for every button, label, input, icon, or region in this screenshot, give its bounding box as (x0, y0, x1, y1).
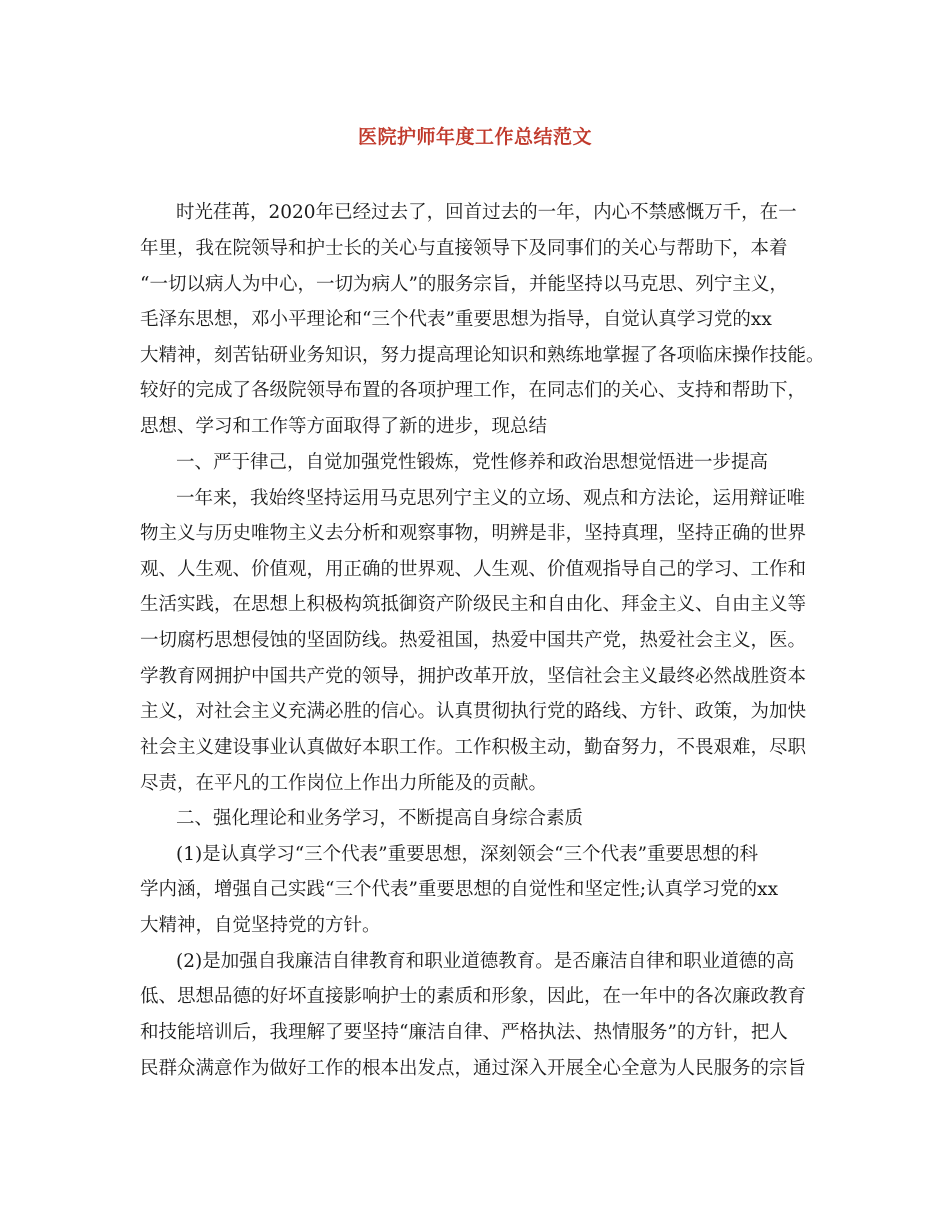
section-heading: 二、强化理论和业务学习，不断提高自身综合素质 (176, 808, 584, 829)
paragraph-line: (2)是加强自我廉洁自律教育和职业道德教育。是否廉洁自律和职业道德的高 (176, 951, 795, 972)
paragraph-line: “一切以病人为中心，一切为病人”的服务宗旨，并能坚持以马克思、列宁主义， (140, 274, 788, 295)
paragraph-line: 思想、学习和工作等方面取得了新的进步，现总结 (140, 416, 548, 437)
section-heading: 一、严于律己，自觉加强党性锻炼，党性修养和政治思想觉悟进一步提高 (176, 452, 769, 473)
paragraph-line: 大精神，刻苦钻研业务知识，努力提高理论知识和熟练地掌握了各项临床操作技能。 (140, 345, 825, 366)
paragraph-line: 学教育网拥护中国共产党的领导，拥护改革开放，坚信社会主义最终必然战胜资本 (140, 666, 807, 687)
paragraph-line: 毛泽东思想，邓小平理论和“三个代表”重要思想为指导，自觉认真学习党的xx (140, 309, 772, 330)
paragraph-line: 尽责，在平凡的工作岗位上作出力所能及的贡献。 (140, 773, 548, 794)
paragraph-line: 观、人生观、价值观，用正确的世界观、人生观、价值观指导自己的学习、工作和 (140, 559, 807, 580)
paragraph-line: 时光荏苒，2020年已经过去了，回首过去的一年，内心不禁感慨万千，在一 (176, 202, 797, 223)
paragraph-line: 一切腐朽思想侵蚀的坚固防线。热爱祖国，热爱中国共产党，热爱社会主义，医。 (140, 630, 807, 651)
document-title: 医院护师年度工作总结范文 (357, 126, 592, 148)
paragraph-line: (1)是认真学习“三个代表”重要思想，深刻领会“三个代表”重要思想的科 (176, 844, 759, 865)
paragraph-line: 低、思想品德的好坏直接影响护士的素质和形象，因此，在一年中的各次廉政教育 (140, 986, 807, 1007)
paragraph-line: 大精神，自觉坚持党的方针。 (140, 915, 381, 936)
paragraph-line: 生活实践，在思想上积极构筑抵御资产阶级民主和自由化、拜金主义、自由主义等 (140, 594, 807, 615)
paragraph-line: 和技能培训后，我理解了要坚持“廉洁自律、严格执法、热情服务”的方针，把人 (140, 1022, 788, 1043)
paragraph-line: 社会主义建设事业认真做好本职工作。工作积极主动，勤奋努力，不畏艰难，尽职 (140, 737, 807, 758)
paragraph-line: 年里，我在院领导和护士长的关心与直接领导下及同事们的关心与帮助下，本着 (140, 238, 788, 259)
paragraph-line: 物主义与历史唯物主义去分析和观察事物，明辨是非，坚持真理，坚持正确的世界 (140, 523, 807, 544)
paragraph-line: 一年来，我始终坚持运用马克思列宁主义的立场、观点和方法论，运用辩证唯 (176, 488, 806, 509)
paragraph-line: 较好的完成了各级院领导布置的各项护理工作，在同志们的关心、支持和帮助下， (140, 380, 807, 401)
paragraph-line: 主义，对社会主义充满必胜的信心。认真贯彻执行党的路线、方针、政策，为加快 (140, 701, 807, 722)
paragraph-line: 民群众满意作为做好工作的根本出发点，通过深入开展全心全意为人民服务的宗旨 (140, 1058, 807, 1079)
paragraph-line: 学内涵，增强自己实践“三个代表”重要思想的自觉性和坚定性;认真学习党的xx (140, 879, 779, 900)
